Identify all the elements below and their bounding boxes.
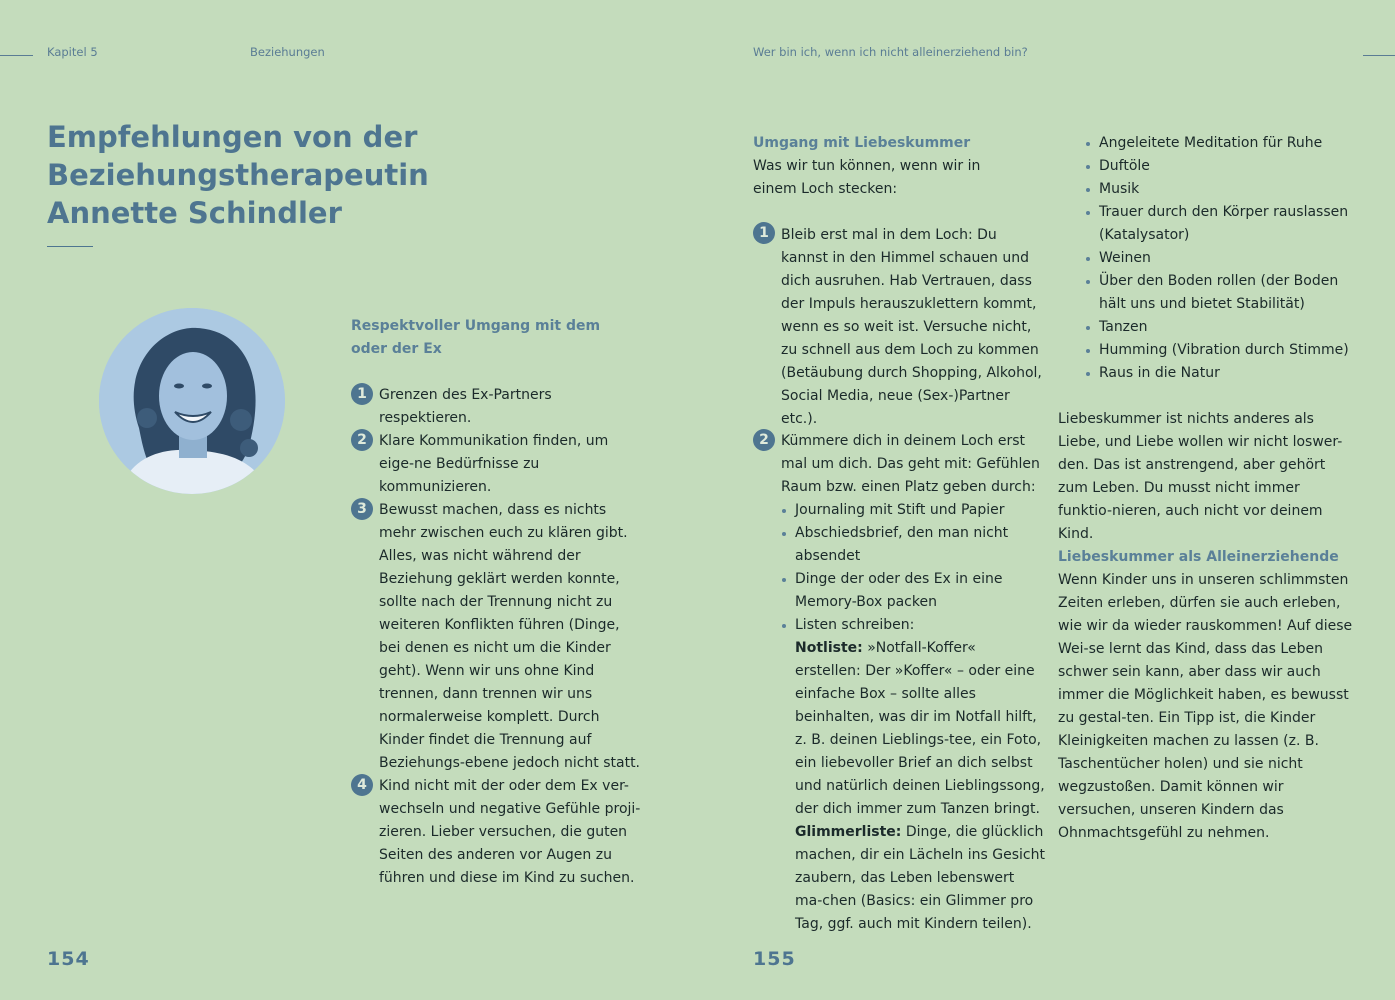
number-badge-r1: 1 [753, 222, 775, 244]
page-number-left: 154 [47, 948, 90, 970]
subhead-liebeskummer: Umgang mit Liebeskummer [753, 135, 971, 151]
list-item: Weinen [1085, 247, 1360, 270]
list-item: Angeleitete Meditation für Ruhe [1085, 132, 1360, 155]
list-item: Duftöle [1085, 155, 1360, 178]
paragraph-2: Wenn Kinder uns in unseren schlimmsten Zeiten erleben, dürfen sie auch erleben, wie wir da wieder rauskommen! Auf diese Wei-se lernt das Kind, dass das Leben schwer sein kann, aber dass wir auch immer die Möglichkeit haben, es bewusst zu gestal-ten. Ein Tipp ist, die Kinder Kleinigkeiten machen zu lassen (z. B. Taschentücher holen) und sie nicht wegzustoßen. Damit können wir versuchen, unseren Kindern das Ohnmachtsgefühl zu nehmen. [1058, 572, 1353, 841]
right-item-1: Bleib erst mal in dem Loch: Du kannst in den Himmel schauen und dich ausruhen. Hab Vertrauen, dass der Impuls herauszuklettern kommt, wenn es so weit ist. Versuche nicht, zu schnell aus dem Loch zu kommen (Betäubung durch Shopping, Alkohol, Social Media, neue (Sex-)Partner etc.). [781, 227, 1042, 427]
subhead-line-2: oder der Ex [351, 341, 442, 357]
left-item-1: Grenzen des Ex-Partners respektieren. [379, 387, 552, 426]
left-item-2: Klare Kommunikation finden, um eige-ne Bedürfnisse zu kommunizieren. [379, 433, 609, 495]
list-item: Dinge der oder des Ex in eine Memory-Box packen [781, 568, 1043, 614]
title-line-2: Beziehungstherapeutin [47, 158, 429, 192]
running-title: Wer bin ich, wenn ich nicht alleinerziehend bin? [753, 45, 1028, 59]
chapter-label: Kapitel 5 [47, 45, 98, 59]
notliste-label: Notliste: [795, 640, 863, 656]
glimmerliste-block [795, 821, 1045, 936]
list-item: Abschiedsbrief, den man nicht absendet [781, 522, 1043, 568]
glimmer-label: Glimmerliste: [795, 824, 902, 840]
glimmer-text: Dinge, die glücklich machen, dir ein Lächeln ins Gesicht zaubern, das Leben lebenswert ma-chen (Basics: ein Glimmer pro Tag, ggf. auch mit Kindern teilen). [795, 824, 1045, 932]
left-item-4: Kind nicht mit der oder dem Ex ver-wechseln und negative Gefühle proji-zieren. Lieber versuchen, die guten Seiten des anderen vor Augen zu führen und diese im Kind zu suchen. [379, 778, 641, 886]
title-line-3: Annette Schindler [47, 196, 342, 230]
page-number-right: 155 [753, 948, 796, 970]
number-badge-2: 2 [351, 429, 373, 451]
number-badge-1: 1 [351, 383, 373, 405]
list-item: Über den Boden rollen (der Boden hält uns und bietet Stabilität) [1085, 270, 1360, 316]
number-badge-3: 3 [351, 498, 373, 520]
notliste-text: »Notfall-Koffer« erstellen: Der »Koffer« – oder eine einfache Box – sollte alles beinhalten, was dir im Notfall hilft, z. B. deinen Lieblings-tee, ein Foto, ein liebevoller Brief an dich selbst und natürlich deinen Lieblingssong, der dich immer zum Tanzen bringt. [795, 640, 1045, 817]
number-badge-4: 4 [351, 774, 373, 796]
list-item: Listen schreiben: [781, 614, 1043, 637]
left-subhead [351, 315, 641, 361]
intro-text: Was wir tun können, wenn wir in einem Loch stecken: [753, 158, 981, 197]
title-line-1: Empfehlungen von der [47, 120, 418, 154]
header-rule-left [0, 55, 33, 56]
list-item: Tanzen [1085, 316, 1360, 339]
subhead-line-1: Respektvoller Umgang mit dem [351, 318, 601, 334]
activity-list [1085, 132, 1360, 385]
header-rule-right [1363, 55, 1395, 56]
list-item: Musik [1085, 178, 1360, 201]
notliste-block [795, 637, 1045, 821]
list-item: Humming (Vibration durch Stimme) [1085, 339, 1360, 362]
list-item: Journaling mit Stift und Papier [781, 499, 1043, 522]
list-item: Trauer durch den Körper rauslassen (Katalysator) [1085, 201, 1360, 247]
portrait-photo [99, 308, 285, 494]
title-underline [47, 246, 93, 247]
section-label: Beziehungen [250, 45, 325, 59]
list-item: Raus in die Natur [1085, 362, 1360, 385]
number-badge-r2: 2 [753, 429, 775, 451]
paragraph-1: Liebeskummer ist nichts anderes als Liebe, und Liebe wollen wir nicht loswer-den. Das ist anstrengend, aber gehört zum Leben. Du musst nicht immer funktio-nieren, auch nicht vor deinem Kind. [1058, 411, 1343, 542]
coping-list [781, 499, 1043, 637]
page-title [47, 118, 467, 232]
subhead-alleinerziehende: Liebeskummer als Alleinerziehende [1058, 549, 1339, 565]
right-item-2: Kümmere dich in deinem Loch erst mal um dich. Das geht mit: Gefühlen Raum bzw. einen Platz geben durch: [781, 433, 1040, 495]
left-item-3: Bewusst machen, dass es nichts mehr zwischen euch zu klären gibt. Alles, was nicht während der Beziehung geklärt werden konnte, sollte nach der Trennung nicht zu weiteren Konflikten führen (Dinge, bei denen es nicht um die Kinder geht). Wenn wir uns ohne Kind trennen, dann trennen wir uns normalerweise komplett. Durch Kinder findet die Trennung auf Beziehungs-ebene jedoch nicht statt. [379, 502, 641, 771]
